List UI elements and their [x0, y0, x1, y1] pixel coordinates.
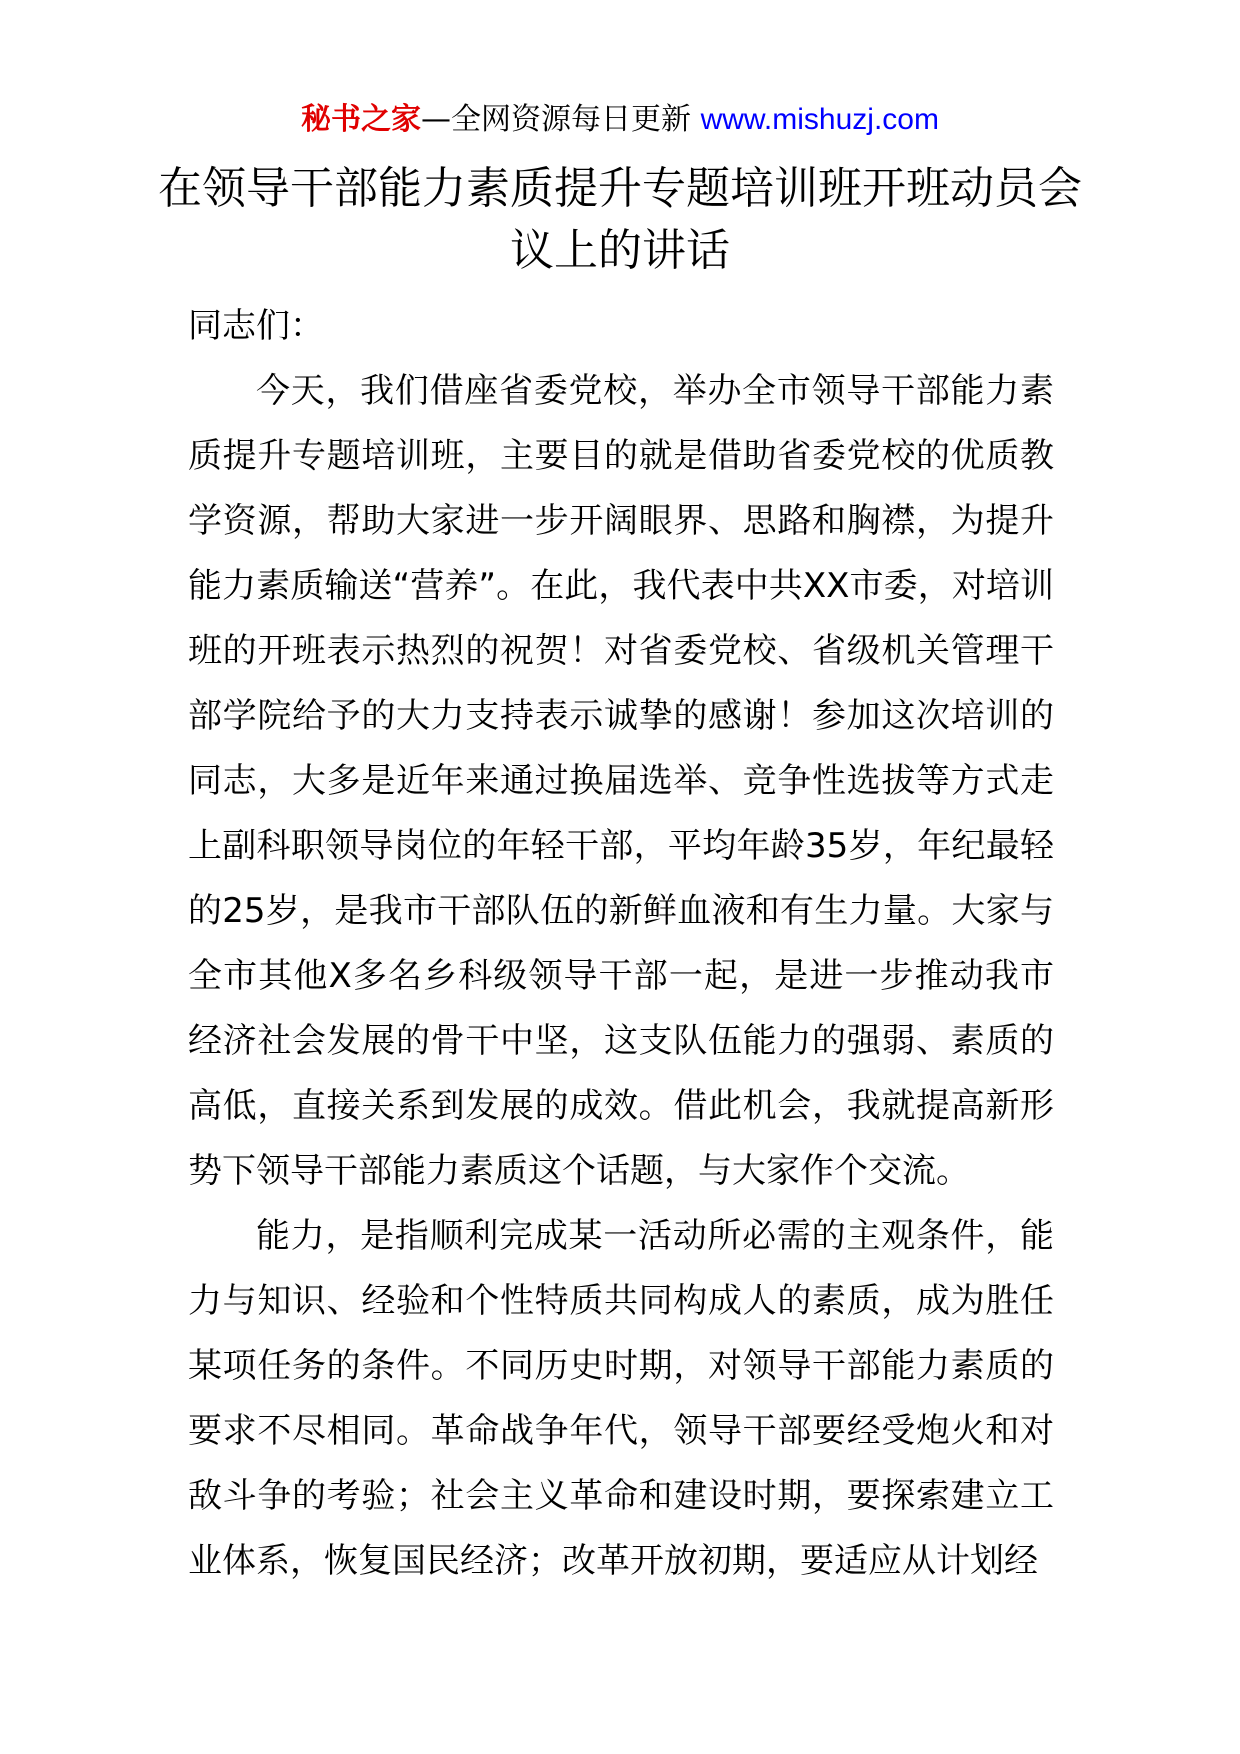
site-url-link[interactable]: www.mishuzj.com — [700, 103, 939, 136]
document-body — [188, 294, 1054, 1594]
paragraph-2: 能力，是指顺利完成某一活动所必需的主观条件，能力与知识、经验和个性特质共同构成人的素质，成为胜任某项任务的条件。不同历史时期，对领导干部能力素质的要求不尽相同。革命战争年代，领导干部要经受炮火和对敌斗争的考验；社会主义革命和建设时期，要探索建立工业体系，恢复国民经济；改革开放初期，要适应从计划经 — [188, 1216, 1054, 1581]
site-header — [0, 100, 1240, 140]
paragraph-1: 今天，我们借座省委党校，举办全市领导干部能力素质提升专题培训班，主要目的就是借助省委党校的优质教学资源，帮助大家进一步开阔眼界、思路和胸襟，为提升能力素质输送“营养”。在此，我代表中共XX市委，对培训班的开班表示热烈的祝贺！对省委党校、省级机关管理干部学院给予的大力支持表示诚挚的感谢！参加这次培训的同志，大多是近年来通过换届选举、竞争性选拔等方式走上副科职领导岗位的年轻干部，平均年龄35岁，年纪最轻的25岁，是我市干部队伍的新鲜血液和有生力量。大家与全市其他X多名乡科级领导干部一起，是进一步推动我市经济社会发展的骨干中坚，这支队伍能力的强弱、素质的高低，直接关系到发展的成效。借此机会，我就提高新形势下领导干部能力素质这个话题，与大家作个交流。 — [188, 371, 1054, 1191]
brand-name: 秘书之家 — [301, 102, 422, 137]
salutation: 同志们： — [188, 306, 324, 346]
document-title: 在领导干部能力素质提升专题培训班开班动员会议上的讲话 — [158, 163, 1082, 276]
header-tagline: —全网资源每日更新 — [421, 102, 701, 137]
